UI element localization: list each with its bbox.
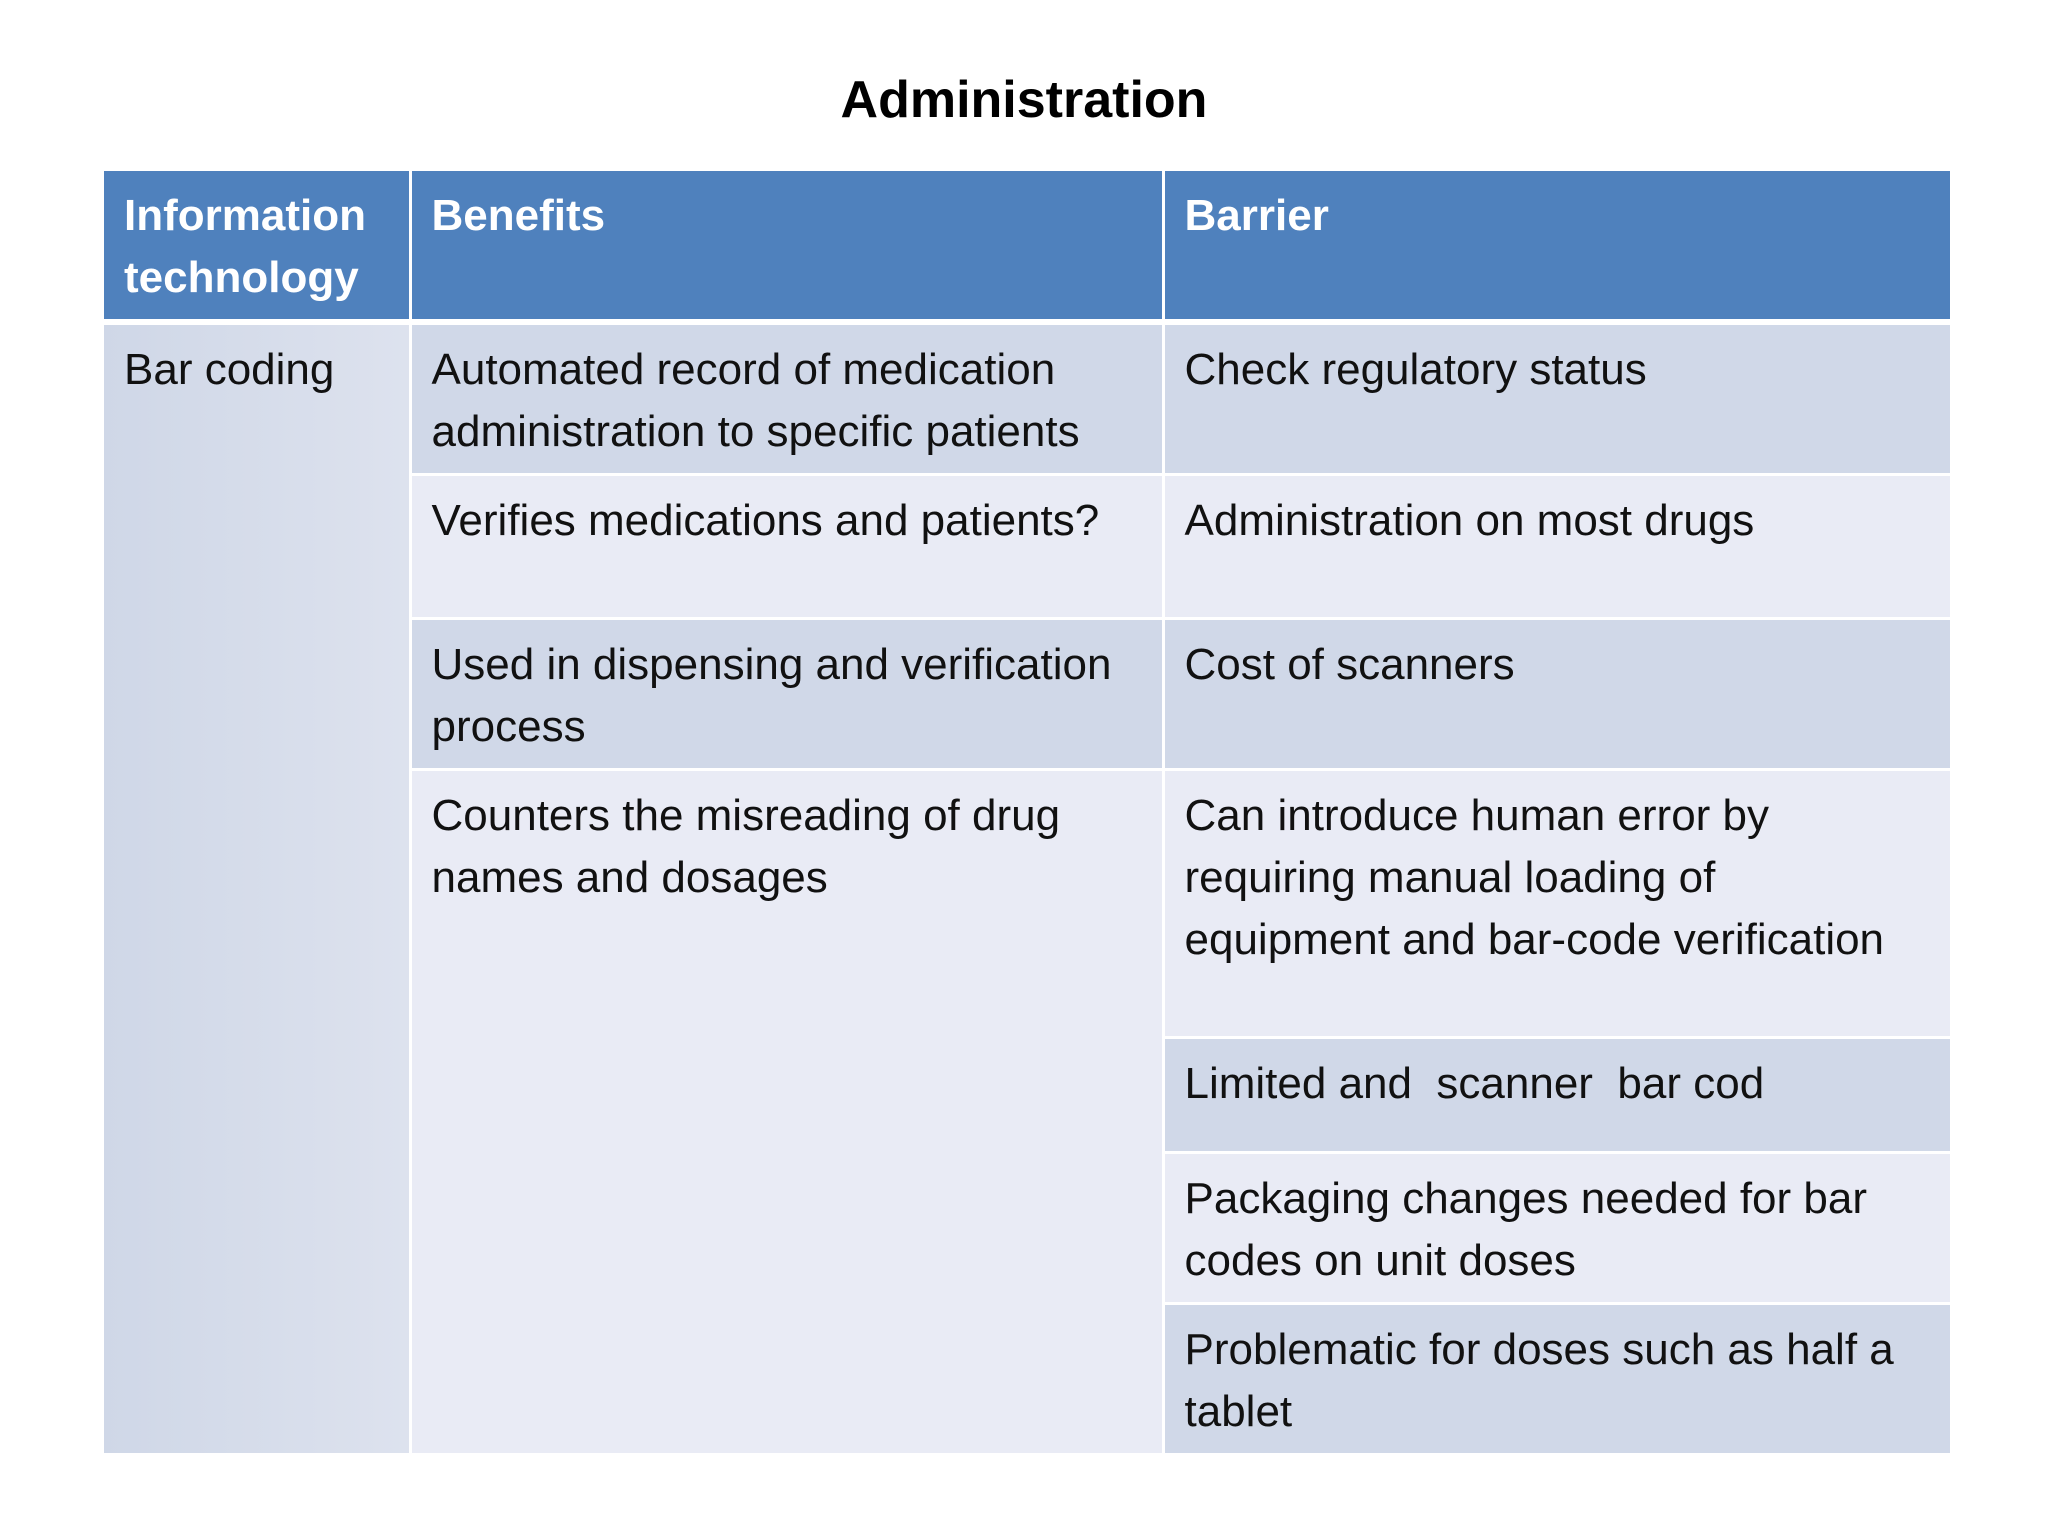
benefit-cell: Automated record of medication administration to specific patients: [410, 322, 1163, 475]
administration-table: [104, 171, 1950, 1456]
barrier-cell: Check regulatory status: [1163, 322, 1950, 475]
barrier-cell: Problematic for doses such as half a tablet: [1163, 1304, 1950, 1455]
barrier-cell: Packaging changes needed for bar codes on unit doses: [1163, 1153, 1950, 1304]
technology-cell: Bar coding: [104, 322, 410, 1455]
slide-title: Administration: [840, 71, 1208, 129]
benefit-cell: Counters the misreading of drug names and dosages: [410, 770, 1163, 1455]
barrier-cell: Limited and scanner bar cod: [1163, 1038, 1950, 1153]
header-row: [104, 171, 1950, 322]
header-information-technology: Information technology: [104, 171, 410, 322]
barrier-cell: Can introduce human error by requiring manual loading of equipment and bar-code verification: [1163, 770, 1950, 1038]
header-benefits: Benefits: [410, 171, 1163, 322]
header-barrier: Barrier: [1163, 171, 1950, 322]
barrier-cell: Cost of scanners: [1163, 619, 1950, 770]
barrier-cell: Administration on most drugs: [1163, 475, 1950, 619]
table-row: [104, 322, 1950, 475]
benefit-cell: Used in dispensing and verification process: [410, 619, 1163, 770]
benefit-cell: Verifies medications and patients?: [410, 475, 1163, 619]
